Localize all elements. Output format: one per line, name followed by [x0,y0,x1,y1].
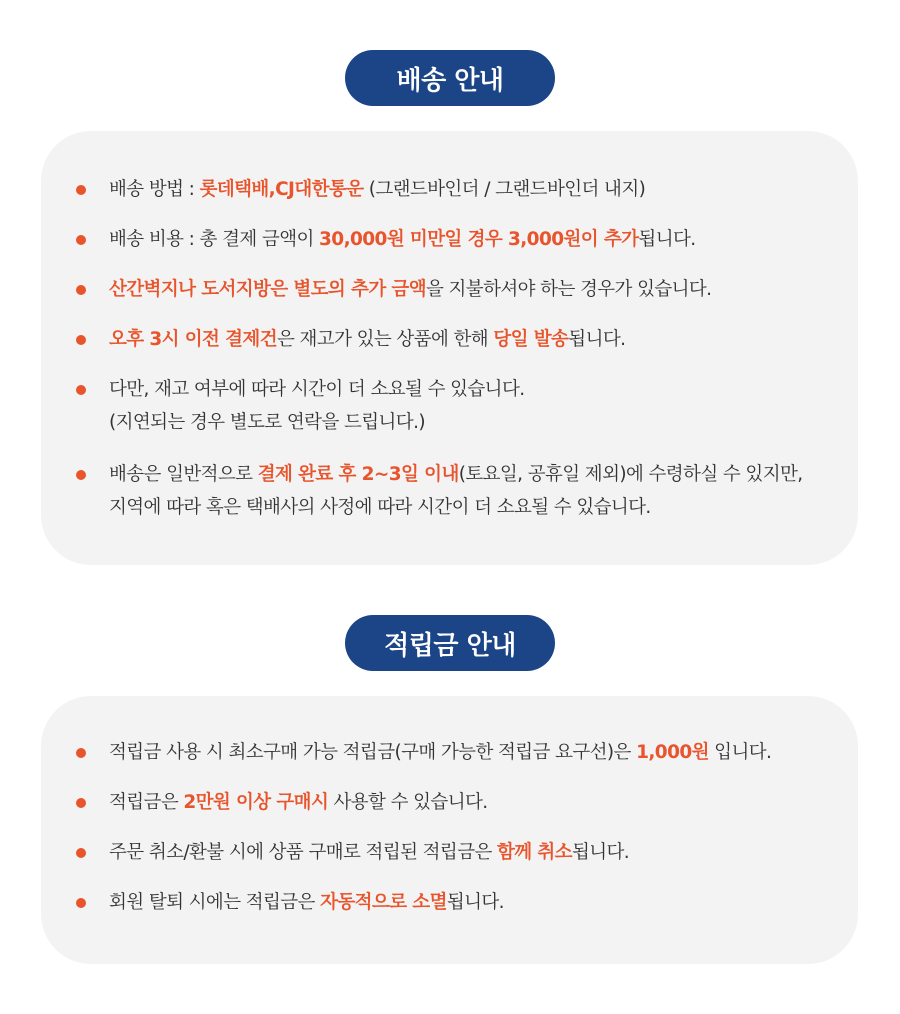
plain-text: 주문 취소/환불 시에 상품 구매로 적립된 적립금은 [109,842,498,863]
plain-text: 사용할 수 있습니다. [328,792,488,813]
highlight-text: 결제 완료 후 2~3일 이내 [257,464,459,485]
list-item [109,373,828,439]
list-item-line [109,173,828,206]
plain-text: (토요일, 공휴일 제외)에 수령하실 수 있지만, [458,464,803,485]
list-item [109,173,828,206]
bullet-icon [76,385,86,395]
list-item-line [109,223,828,256]
plain-text: 됩니다. [568,329,626,350]
bullet-icon [76,185,86,195]
bullet-icon [76,470,86,480]
list-item [109,736,828,769]
highlight-text: 롯데택배,CJ대한통운 [199,179,364,200]
plain-text: 은 재고가 있는 상품에 한해 [276,329,494,350]
delivery-info-card [41,131,858,565]
list-item-line [109,736,828,769]
bullet-icon [76,335,86,345]
bullet-icon [76,285,86,295]
list-item-line [109,406,828,439]
points-title-pill: 적립금 안내 [345,615,555,671]
highlight-text: 1,000원 [636,742,709,763]
bullet-icon [76,848,86,858]
plain-text: 됩니다. [571,842,630,863]
list-item-line [109,373,828,406]
plain-text: 지역에 따라 혹은 택배사의 사정에 따라 시간이 더 소요될 수 있습니다. [109,497,651,518]
list-item [109,323,828,356]
plain-text: 배송 방법 : [109,179,200,200]
list-item-line [109,323,828,356]
highlight-text: 자동적으로 소멸 [320,892,447,913]
list-item [109,273,828,306]
plain-text: 입니다. [708,742,772,763]
highlight-text: 오후 3시 이전 결제건 [109,329,277,350]
points-info-card [41,696,858,964]
list-item [109,458,828,524]
plain-text: 됩니다. [446,892,504,913]
delivery-list [109,173,828,524]
highlight-text: 산간벽지나 도서지방은 별도의 추가 금액 [109,279,426,300]
plain-text: (지연되는 경우 별도로 연락을 드립니다.) [109,412,425,433]
list-item-line [109,273,828,306]
highlight-text: 당일 발송 [493,329,569,350]
plain-text: 다만, 재고 여부에 따라 시간이 더 소요될 수 있습니다. [109,379,525,400]
list-item [109,786,828,819]
highlight-text: 함께 취소 [497,842,572,863]
points-list [109,736,828,919]
plain-text: 배송 비용 : 총 결제 금액이 [109,229,320,250]
plain-text: 을 지불하셔야 하는 경우가 있습니다. [425,279,712,300]
plain-text: 적립금은 [109,792,184,813]
list-item [109,886,828,919]
delivery-title-pill: 배송 안내 [345,50,555,106]
bullet-icon [76,798,86,808]
bullet-icon [76,898,86,908]
plain-text: 적립금 사용 시 최소구매 가능 적립금(구매 가능한 적립금 요구선)은 [109,742,637,763]
bullet-icon [76,235,86,245]
plain-text: 회원 탈퇴 시에는 적립금은 [109,892,321,913]
list-item-line [109,458,828,491]
list-item [109,836,828,869]
bullet-icon [76,748,86,758]
list-item-line [109,786,828,819]
highlight-text: 30,000원 미만일 경우 3,000원이 추가 [319,229,639,250]
plain-text: 배송은 일반적으로 [109,464,258,485]
list-item-line [109,491,828,524]
highlight-text: 2만원 이상 구매시 [183,792,329,813]
list-item-line [109,886,828,919]
plain-text: 됩니다. [638,229,696,250]
list-item-line [109,836,828,869]
list-item [109,223,828,256]
plain-text: (그랜드바인더 / 그랜드바인더 내지) [363,179,646,200]
